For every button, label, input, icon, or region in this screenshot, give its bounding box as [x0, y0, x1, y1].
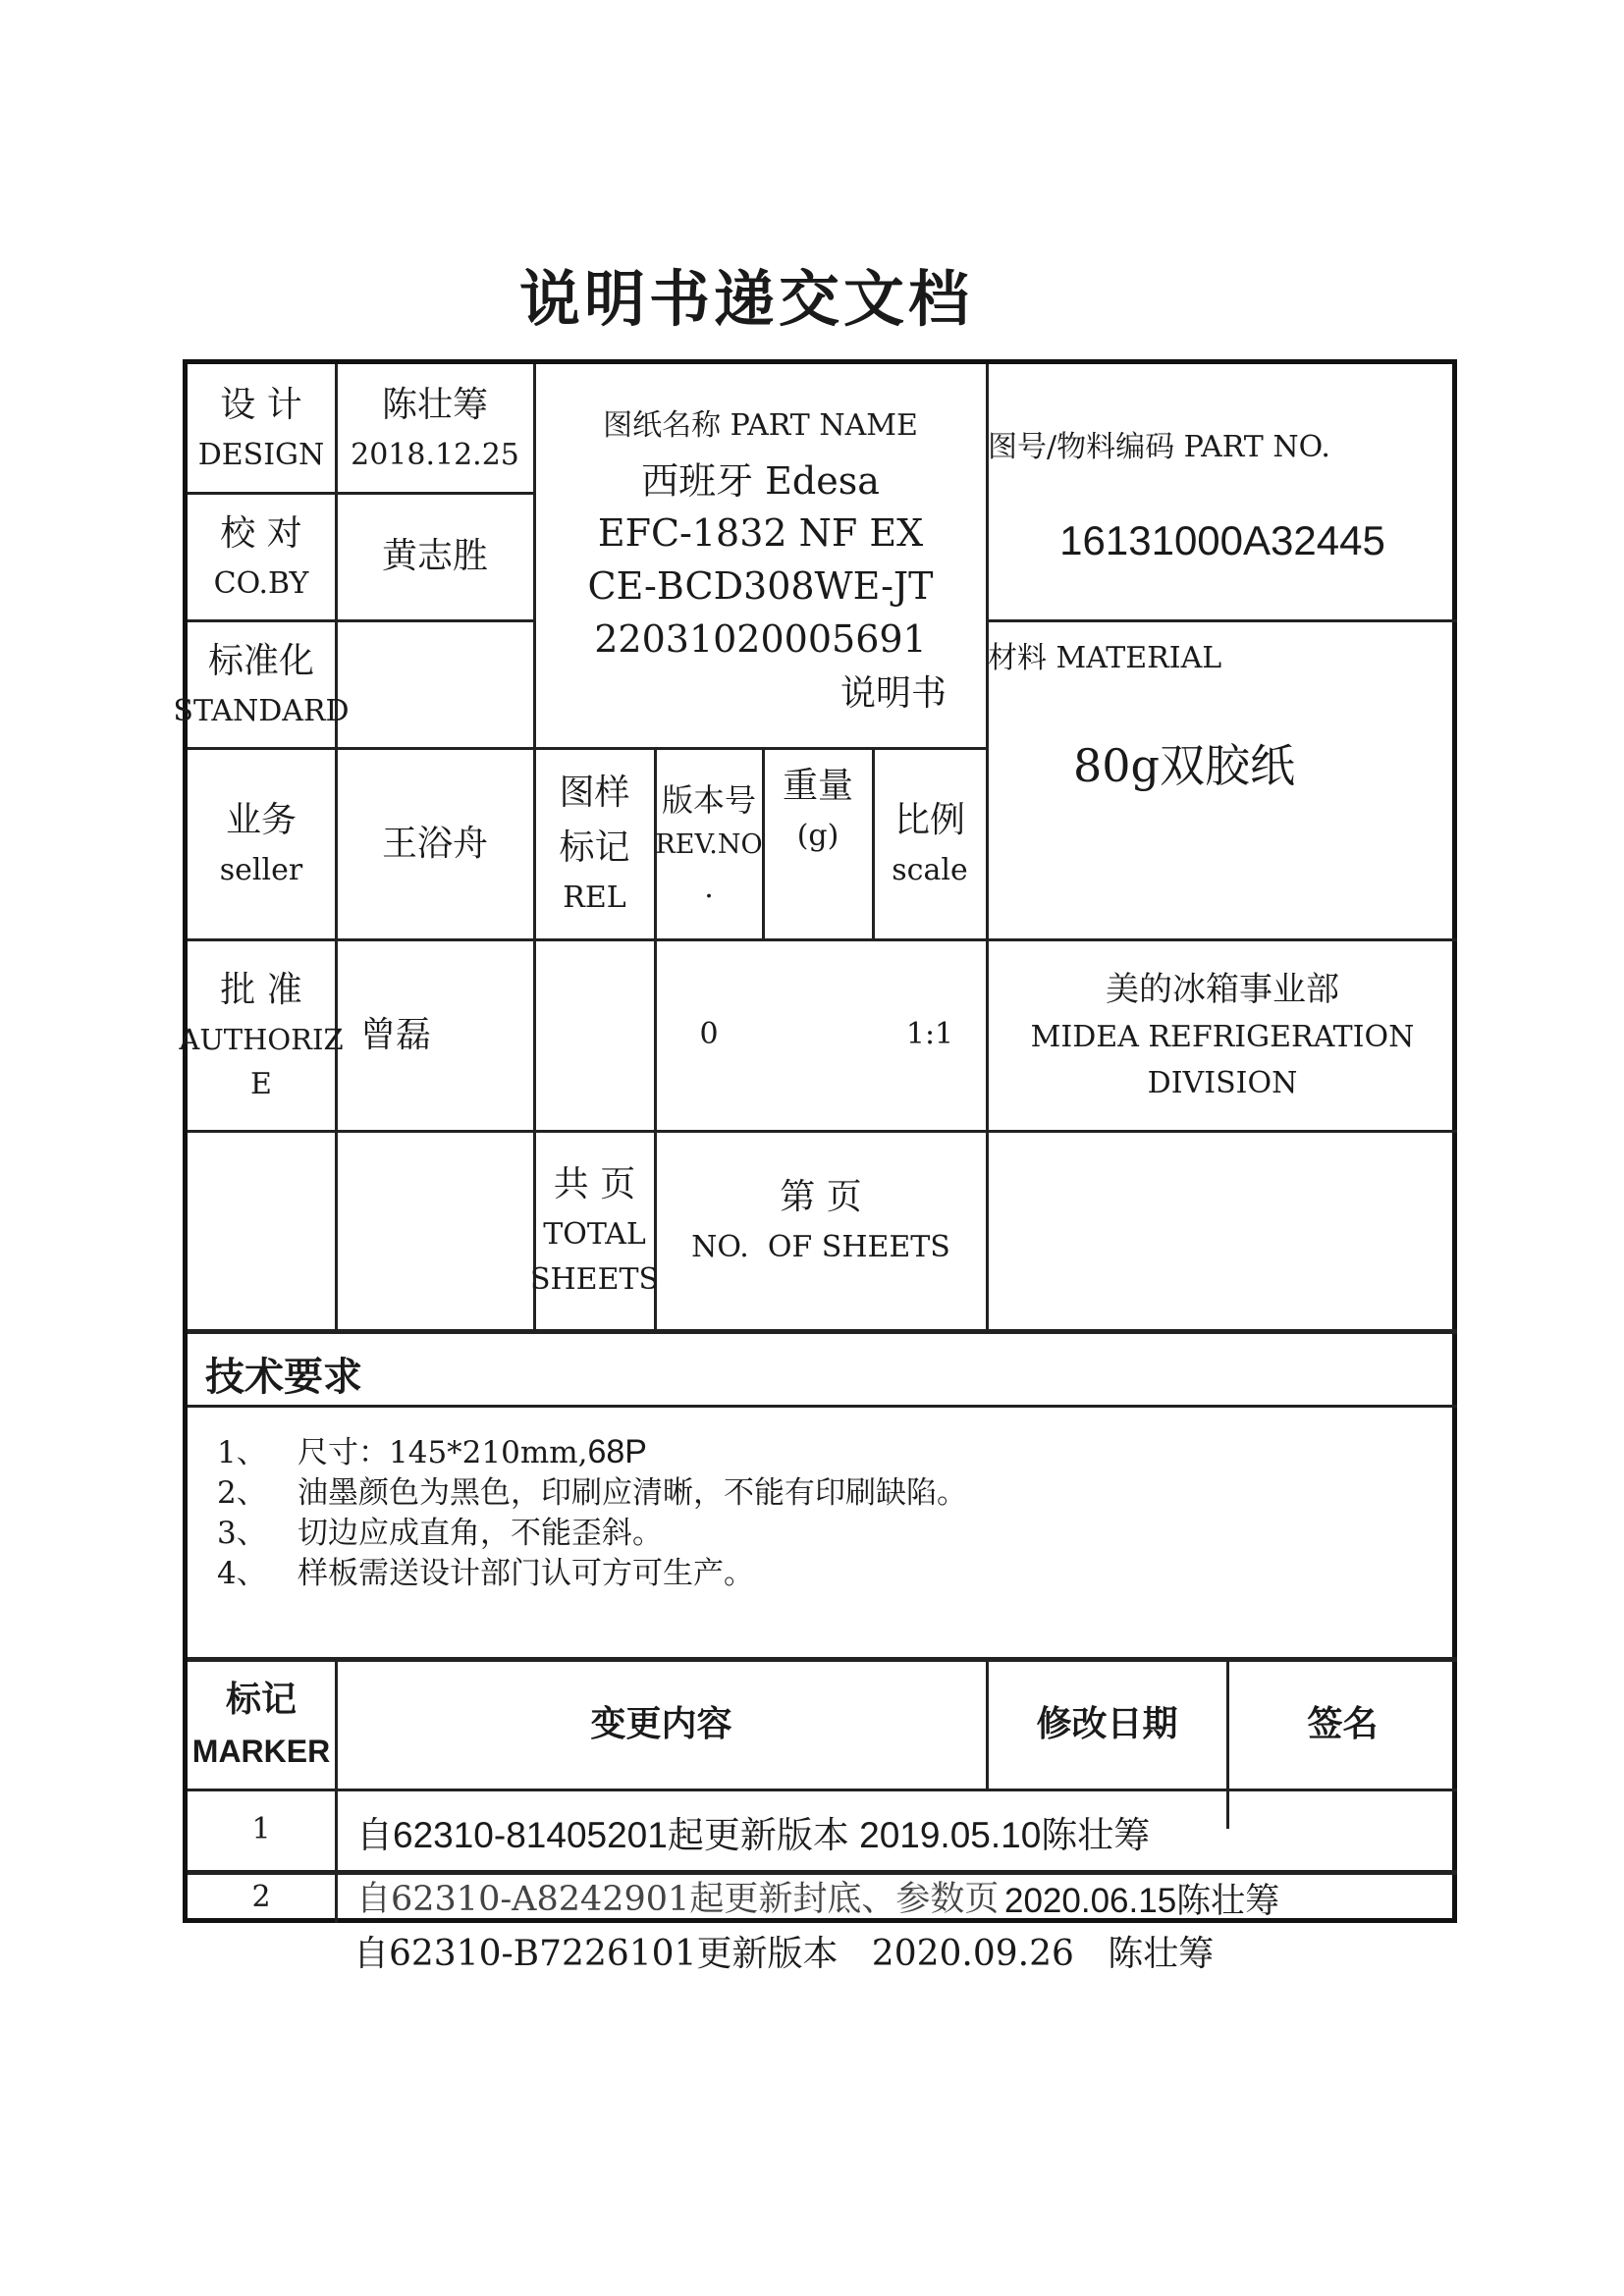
content-header-text: 变更内容 — [590, 1703, 732, 1744]
requirement-text: 样板需送设计部门认可方可生产。 — [298, 1556, 754, 1591]
scale-value: 1:1 — [905, 1017, 954, 1052]
part-name-line: CE-BCD308WE-JT — [587, 564, 934, 609]
rev-label-line: 版本号 — [661, 780, 756, 819]
marker-header-cn: 标记 — [225, 1679, 297, 1720]
part-name-line: 说明书 — [839, 673, 947, 715]
scale-label — [874, 749, 986, 938]
seller-label-en: seller — [219, 853, 303, 888]
requirement-item — [217, 1508, 663, 1552]
document-title: 说明书递交文档 — [518, 263, 973, 335]
revision-content: 自62310-81405201起更新版本 2019.05.10陈壮筹 — [356, 1815, 1151, 1855]
part-no-label-cell — [988, 423, 1457, 472]
requirement-item — [217, 1548, 754, 1592]
revision-note: 自62310-B7226101更新版本 2020.09.26 陈壮筹 — [353, 1934, 1215, 1974]
requirement-num: 1、 — [217, 1435, 267, 1470]
grid-line — [188, 1329, 1457, 1334]
part-no-label: 图号/物料编码 PART NO. — [988, 429, 1330, 464]
total-sheets-line: 共 页 — [553, 1164, 636, 1205]
rev-label-line: . — [704, 870, 714, 905]
grid-line — [188, 1405, 1457, 1408]
standard-label-en: STANDARD — [173, 693, 350, 728]
seller-value — [337, 749, 533, 938]
requirement-num: 2、 — [217, 1475, 267, 1511]
design-label — [188, 364, 335, 492]
rev-label-line: REV.NO — [655, 829, 763, 861]
authorize-name: 曾磊 — [359, 1014, 431, 1055]
scale-label-line: scale — [892, 853, 968, 888]
rev-value-cell — [656, 940, 762, 1130]
revision-marker-value: 2 — [251, 1879, 271, 1914]
seller-label — [188, 749, 335, 938]
design-value — [337, 364, 533, 492]
total-sheets-label — [529, 1132, 660, 1329]
standard-label-cn: 标准化 — [207, 640, 314, 681]
marker-header — [188, 1660, 335, 1789]
authorize-label-line: E — [250, 1066, 272, 1101]
seller-name: 王浴舟 — [381, 823, 488, 864]
check-label — [188, 494, 335, 619]
part-name-line: EFC-1832 NF EX — [597, 511, 924, 556]
rev-value: 0 — [699, 1017, 719, 1052]
design-name: 陈壮筹 — [381, 384, 488, 425]
design-label-cn: 设 计 — [220, 384, 302, 425]
scale-value-cell — [874, 940, 986, 1130]
grid-line — [986, 364, 989, 1329]
check-label-cn: 校 对 — [220, 512, 302, 554]
revision-marker — [188, 1872, 335, 1923]
seller-label-cn: 业务 — [225, 800, 297, 841]
submission-form — [173, 359, 1457, 1923]
design-date: 2018.12.25 — [351, 437, 519, 472]
total-sheets-line: SHEETS — [529, 1262, 660, 1298]
material-value: 80g双胶纸 — [1073, 739, 1295, 793]
signature-header — [1228, 1660, 1457, 1789]
material-label: 材料 MATERIAL — [988, 640, 1222, 675]
standard-label — [173, 621, 350, 747]
total-sheets-line: TOTAL — [543, 1216, 646, 1252]
requirement-num: 3、 — [217, 1516, 267, 1551]
weight-label — [764, 749, 872, 916]
requirement-text: 油墨颜色为黑色，印刷应清晰，不能有印刷缺陷。 — [298, 1475, 967, 1511]
revision-marker — [188, 1790, 335, 1870]
authorize-value — [337, 940, 455, 1130]
requirement-pages: 68P — [587, 1433, 647, 1470]
rel-label — [535, 749, 654, 938]
material-label-cell — [988, 634, 1457, 683]
division-line: 美的冰箱事业部 — [1106, 969, 1339, 1009]
revision-content: 自62310-A8242901起更新封底、参数页 — [356, 1880, 1000, 1919]
requirement-item — [217, 1468, 967, 1512]
authorize-label-line: AUTHORIZ — [179, 1022, 344, 1056]
date-header — [988, 1660, 1226, 1789]
content-header — [337, 1660, 986, 1789]
date-header-text: 修改日期 — [1036, 1703, 1178, 1744]
grid-line — [986, 619, 1457, 622]
part-name-cell — [535, 403, 986, 715]
division-line: MIDEA REFRIGERATION — [1030, 1020, 1415, 1055]
authorize-label — [179, 940, 344, 1130]
rev-label — [656, 749, 762, 938]
check-name: 黄志胜 — [381, 536, 488, 577]
revision-marker-value: 1 — [251, 1812, 271, 1847]
sheet-no-line: NO. OF SHEETS — [691, 1229, 950, 1264]
sheet-no-label — [656, 1132, 986, 1308]
grid-line — [188, 1789, 1457, 1791]
requirement-num: 4、 — [217, 1556, 267, 1591]
check-label-en: CO.BY — [213, 565, 309, 601]
division-cell — [988, 940, 1457, 1130]
division-line: DIVISION — [1147, 1065, 1298, 1100]
part-name-line: 西班牙 Edesa — [641, 458, 880, 503]
material-cell — [988, 727, 1380, 806]
requirement-text: 切边应成直角，不能歪斜。 — [298, 1516, 663, 1551]
revision-date-signature: 2020.06.15陈壮筹 — [1004, 1882, 1280, 1920]
sheet-no-line: 第 页 — [780, 1176, 862, 1217]
part-no-cell — [988, 511, 1457, 570]
part-name-label: 图纸名称 PART NAME — [603, 408, 918, 443]
weight-label-line: (g) — [796, 818, 839, 853]
weight-label-line: 重量 — [782, 766, 853, 806]
rel-label-line: 图样 — [559, 773, 630, 814]
requirement-text: 尺寸：145*210mm, — [298, 1435, 588, 1470]
rel-label-line: 标记 — [559, 828, 630, 869]
rel-label-line: REL — [563, 881, 626, 916]
scale-label-line: 比例 — [893, 800, 965, 841]
check-value — [337, 494, 533, 619]
part-name-line: 22031020005691 — [594, 617, 927, 662]
design-label-en: DESIGN — [197, 437, 325, 472]
requirements-title: 技术要求 — [205, 1355, 362, 1400]
authorize-label-line: 批 准 — [220, 969, 302, 1010]
marker-header-en: MARKER — [191, 1733, 331, 1769]
signature-header-text: 签名 — [1307, 1703, 1379, 1744]
requirement-item — [217, 1427, 647, 1471]
part-no-value: 16131000A32445 — [1059, 517, 1385, 564]
